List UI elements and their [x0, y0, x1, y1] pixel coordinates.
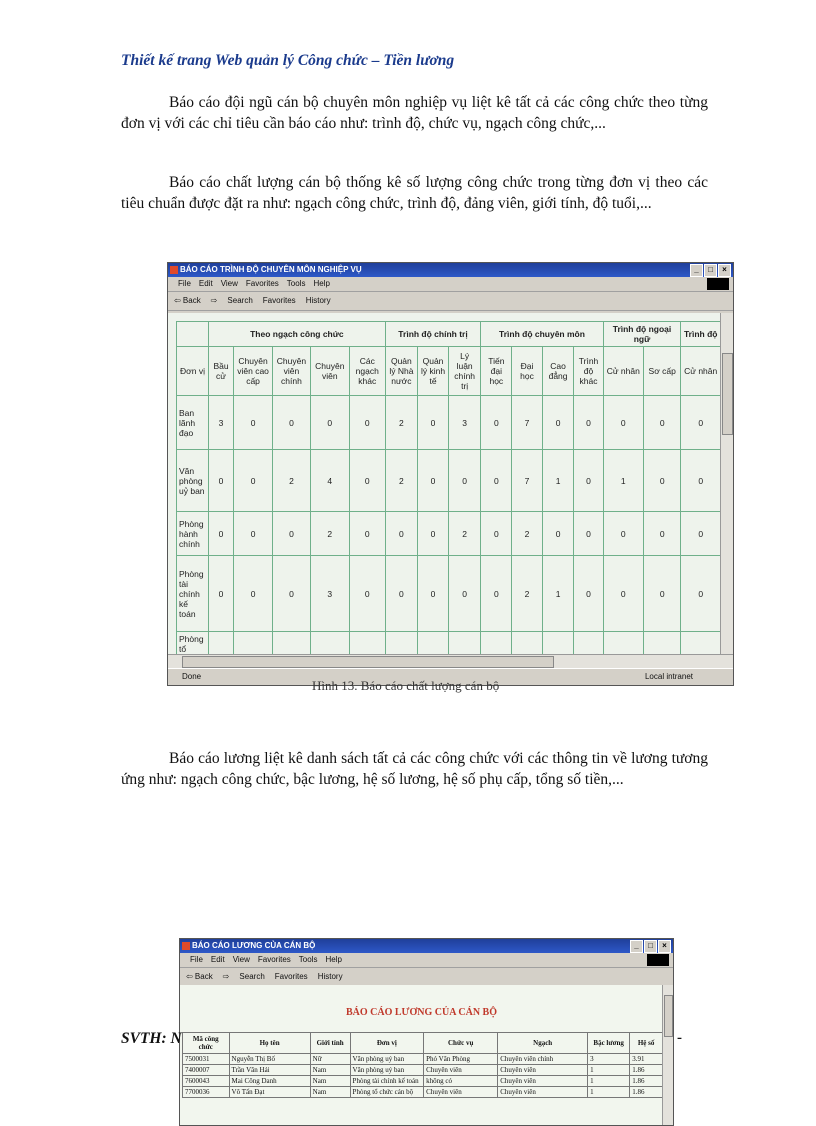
history-button[interactable]: History [305, 296, 331, 305]
menu-file[interactable]: File [178, 279, 191, 288]
table-row [177, 450, 721, 512]
salary-cell: Chuyên viên chính [498, 1054, 588, 1065]
value-cell: 0 [603, 512, 643, 556]
search-button[interactable]: Search [239, 972, 265, 981]
salary-cell: không có [424, 1076, 498, 1087]
salary-cell: 3 [588, 1054, 630, 1065]
windows-logo-icon [707, 278, 729, 290]
value-cell: 0 [234, 556, 273, 632]
value-cell: 0 [209, 556, 234, 632]
menu-file[interactable]: File [190, 955, 203, 964]
value-cell: 0 [349, 450, 385, 512]
paragraph-salary-report: Báo cáo lương liệt kê danh sách tất cả các công chức với các thông tin về lương tương ứng như: ngạch công chức, bậc lương, hệ số lương, hệ số phụ cấp, tổng số tiền,... [121, 750, 708, 788]
paragraph-quality-report: Báo cáo chất lượng cán bộ thống kê số lượng công chức trong từng đơn vị theo các tiêu chuẩn được đặt ra như: ngạch công chức, trình độ, đảng viên, giới tính, độ tuổi,... [121, 174, 708, 212]
table-row [177, 512, 721, 556]
unit-cell: Phòng tổ [177, 632, 209, 656]
menu-edit[interactable]: Edit [198, 279, 213, 288]
value-cell [349, 632, 385, 656]
salary-table [182, 1032, 663, 1098]
salary-cell: Văn phòng uỷ ban [350, 1065, 424, 1076]
salary-cell: 1.86 [630, 1065, 663, 1076]
value-cell: 0 [681, 556, 721, 632]
value-cell: 7 [512, 396, 542, 450]
salary-cell: Nữ [310, 1054, 350, 1065]
column-header: Trình độ khác [574, 347, 603, 396]
salary-cell: Nguyễn Thị Bố [229, 1054, 310, 1065]
paragraph-staff-report: Báo cáo đội ngũ cán bộ chuyên môn nghiệp vụ liệt kê tất cả các công chức theo từng đơn vị với các chỉ tiêu cần báo cáo như: trình độ, chức vụ, ngạch công chức,... [121, 94, 708, 132]
value-cell: 0 [385, 556, 417, 632]
value-cell: 0 [418, 512, 449, 556]
value-cell: 0 [542, 512, 574, 556]
value-cell: 2 [385, 450, 417, 512]
salary-cell: Mai Công Danh [229, 1076, 310, 1087]
value-cell: 0 [603, 396, 643, 450]
value-cell: 0 [643, 556, 680, 632]
value-cell: 0 [681, 512, 721, 556]
value-cell: 0 [418, 450, 449, 512]
figure-caption: Hình 13. Báo cáo chất lượng cán bộ [312, 678, 500, 693]
salary-column-header: Họ tên [229, 1033, 310, 1054]
column-header: Chuyên viên [310, 347, 349, 396]
maximize-button[interactable]: □ [704, 264, 717, 277]
unit-cell: Ban lãnh đạo [177, 396, 209, 450]
column-header: Lý luận chính trị [448, 347, 480, 396]
value-cell: 1 [542, 556, 574, 632]
salary-cell: 1 [588, 1076, 630, 1087]
value-cell: 0 [681, 450, 721, 512]
minimize-button[interactable]: _ [690, 264, 703, 277]
table-row [177, 556, 721, 632]
value-cell: 0 [234, 450, 273, 512]
value-cell: 0 [349, 396, 385, 450]
column-header: Cao đẳng [542, 347, 574, 396]
salary-column-header: Ngạch [498, 1033, 588, 1054]
salary-row [183, 1087, 663, 1098]
value-cell [681, 632, 721, 656]
value-cell: 3 [209, 396, 234, 450]
value-cell: 0 [209, 450, 234, 512]
value-cell [481, 632, 512, 656]
value-cell: 0 [273, 556, 311, 632]
menu-bar [168, 277, 733, 292]
salary-column-header: Mã công chức [183, 1033, 230, 1054]
salary-cell: Nam [310, 1065, 350, 1076]
history-button[interactable]: History [317, 972, 343, 981]
salary-cell: Phó Văn Phòng [424, 1054, 498, 1065]
value-cell: 0 [385, 512, 417, 556]
value-cell: 2 [273, 450, 311, 512]
quality-report-table [176, 321, 721, 655]
salary-cell: 7400007 [183, 1065, 230, 1076]
column-header: Tiến đại học [481, 347, 512, 396]
table-row [177, 632, 721, 656]
value-cell: 0 [310, 396, 349, 450]
table-corner [177, 322, 209, 347]
salary-row [183, 1076, 663, 1087]
value-cell: 0 [481, 512, 512, 556]
salary-cell: Chuyên viên [498, 1076, 588, 1087]
salary-cell: Nam [310, 1076, 350, 1087]
salary-cell: 7700036 [183, 1087, 230, 1098]
horizontal-scrollbar[interactable] [168, 654, 733, 669]
value-cell [603, 632, 643, 656]
menu-tools[interactable]: Tools [298, 955, 318, 964]
value-cell: 0 [349, 512, 385, 556]
table-row [177, 396, 721, 450]
menu-edit[interactable]: Edit [210, 955, 225, 964]
column-header: Quản lý Nhà nước [385, 347, 417, 396]
value-cell: 0 [643, 396, 680, 450]
column-header: Chuyên viên chính [273, 347, 311, 396]
menu-help[interactable]: Help [325, 955, 342, 964]
value-cell [574, 632, 603, 656]
favorites-button[interactable]: Favorites [274, 972, 308, 981]
value-cell: 0 [448, 450, 480, 512]
group-header: Trình độ chính trị [385, 322, 481, 347]
window-title: BÁO CÁO TRÌNH ĐỘ CHUYÊN MÔN NGHIỆP VỤ [180, 265, 362, 274]
menu-view[interactable]: View [220, 279, 238, 288]
ie-icon [182, 942, 190, 950]
value-cell: 4 [310, 450, 349, 512]
salary-column-header: Chức vụ [424, 1033, 498, 1054]
menu-bar [180, 953, 673, 968]
salary-cell: 1 [588, 1087, 630, 1098]
salary-cell: 7600043 [183, 1076, 230, 1087]
value-cell: 0 [574, 396, 603, 450]
value-cell: 0 [603, 556, 643, 632]
column-header: Quản lý kinh tế [418, 347, 449, 396]
value-cell: 2 [512, 556, 542, 632]
value-cell: 0 [481, 396, 512, 450]
value-cell: 0 [209, 512, 234, 556]
value-cell: 0 [574, 450, 603, 512]
value-cell: 0 [643, 512, 680, 556]
salary-cell: 1 [588, 1065, 630, 1076]
salary-cell: 1.86 [630, 1076, 663, 1087]
menu-view[interactable]: View [232, 955, 250, 964]
vertical-scrollbar[interactable] [662, 985, 673, 1125]
value-cell: 0 [574, 512, 603, 556]
value-cell: 0 [418, 396, 449, 450]
value-cell: 0 [681, 396, 721, 450]
value-cell [542, 632, 574, 656]
value-cell: 2 [310, 512, 349, 556]
salary-cell: Chuyên viên [424, 1087, 498, 1098]
back-button[interactable]: ⇦ Back [186, 972, 213, 981]
salary-cell: 7500031 [183, 1054, 230, 1065]
value-cell [310, 632, 349, 656]
browser-window-salary-report [179, 938, 674, 1126]
salary-cell: Chuyên viên [424, 1065, 498, 1076]
value-cell: 0 [574, 556, 603, 632]
unit-cell: Phòng tài chính kế toán [177, 556, 209, 632]
value-cell: 0 [481, 450, 512, 512]
salary-column-header: Giới tính [310, 1033, 350, 1054]
status-text: Done [182, 672, 202, 681]
value-cell: 0 [542, 396, 574, 450]
toolbar [168, 292, 733, 311]
column-header: Đơn vị [177, 347, 209, 396]
window-title-bar [180, 939, 673, 953]
salary-row [183, 1065, 663, 1076]
forward-button[interactable]: ⇨ [210, 296, 218, 305]
salary-cell: 3.91 [630, 1054, 663, 1065]
value-cell: 3 [448, 396, 480, 450]
browser-window-quality-report [167, 262, 734, 686]
footer-dash: - [677, 1030, 682, 1046]
footer-author: SVTH: N [121, 1030, 182, 1047]
menu-favorites[interactable]: Favorites [245, 279, 279, 288]
menu-help[interactable]: Help [313, 279, 330, 288]
value-cell: 0 [481, 556, 512, 632]
value-cell: 2 [512, 512, 542, 556]
windows-logo-icon [647, 954, 669, 966]
close-button[interactable]: × [718, 264, 731, 277]
value-cell: 2 [385, 396, 417, 450]
value-cell: 0 [448, 556, 480, 632]
value-cell [273, 632, 311, 656]
salary-cell: Chuyên viên [498, 1087, 588, 1098]
column-header: Chuyên viên cao cấp [234, 347, 273, 396]
value-cell [418, 632, 449, 656]
group-header: Trình độ [681, 322, 721, 347]
forward-button[interactable]: ⇨ [222, 972, 230, 981]
salary-column-header: Đơn vị [350, 1033, 424, 1054]
group-header: Trình độ chuyên môn [481, 322, 603, 347]
value-cell: 0 [234, 512, 273, 556]
close-button[interactable]: × [658, 940, 671, 953]
minimize-button[interactable]: _ [630, 940, 643, 953]
menu-favorites[interactable]: Favorites [257, 955, 291, 964]
value-cell: 3 [310, 556, 349, 632]
salary-cell: Phòng tài chính kế toán [350, 1076, 424, 1087]
salary-cell: Võ Tấn Đạt [229, 1087, 310, 1098]
value-cell: 0 [349, 556, 385, 632]
value-cell: 0 [273, 512, 311, 556]
group-header: Theo ngạch công chức [209, 322, 386, 347]
salary-cell: Trần Văn Hải [229, 1065, 310, 1076]
column-header: Đại học [512, 347, 542, 396]
unit-cell: Văn phòng uỷ ban [177, 450, 209, 512]
zone-indicator: Local intranet [644, 672, 693, 681]
vertical-scrollbar[interactable] [720, 313, 733, 655]
value-cell: 0 [234, 396, 273, 450]
value-cell [209, 632, 234, 656]
value-cell: 0 [418, 556, 449, 632]
value-cell [448, 632, 480, 656]
group-header: Trình độ ngoại ngữ [603, 322, 681, 347]
value-cell: 0 [273, 396, 311, 450]
search-button[interactable]: Search [227, 296, 253, 305]
report-content [168, 313, 721, 655]
salary-cell: Nam [310, 1087, 350, 1098]
value-cell: 1 [603, 450, 643, 512]
column-header: Các ngạch khác [349, 347, 385, 396]
favorites-button[interactable]: Favorites [262, 296, 296, 305]
salary-cell: Chuyên viên [498, 1065, 588, 1076]
salary-report-content [180, 985, 663, 1125]
value-cell: 1 [542, 450, 574, 512]
salary-column-header: Bậc lương [588, 1033, 630, 1054]
value-cell [643, 632, 680, 656]
value-cell: 7 [512, 450, 542, 512]
value-cell [234, 632, 273, 656]
window-title: BÁO CÁO LƯƠNG CỦA CÁN BỘ [192, 941, 316, 950]
salary-column-header: Hệ số [630, 1033, 663, 1054]
salary-row [183, 1054, 663, 1065]
value-cell: 2 [448, 512, 480, 556]
column-header: Sơ cấp [643, 347, 680, 396]
column-header: Cử nhân [603, 347, 643, 396]
ie-icon [170, 266, 178, 274]
maximize-button[interactable]: □ [644, 940, 657, 953]
value-cell [385, 632, 417, 656]
salary-cell: Văn phòng uỷ ban [350, 1054, 424, 1065]
menu-tools[interactable]: Tools [286, 279, 306, 288]
back-button[interactable]: ⇦ Back [174, 296, 201, 305]
window-title-bar [168, 263, 733, 277]
column-header: Cử nhân [681, 347, 721, 396]
salary-cell: Phòng tổ chức cán bộ [350, 1087, 424, 1098]
salary-cell: 1.86 [630, 1087, 663, 1098]
unit-cell: Phòng hành chính [177, 512, 209, 556]
column-header: Bầu cử [209, 347, 234, 396]
page-header: Thiết kế trang Web quản lý Công chức – Tiền lương [121, 52, 455, 69]
salary-report-title: BÁO CÁO LƯƠNG CỦA CÁN BỘ [345, 1007, 498, 1018]
value-cell [512, 632, 542, 656]
value-cell: 0 [643, 450, 680, 512]
